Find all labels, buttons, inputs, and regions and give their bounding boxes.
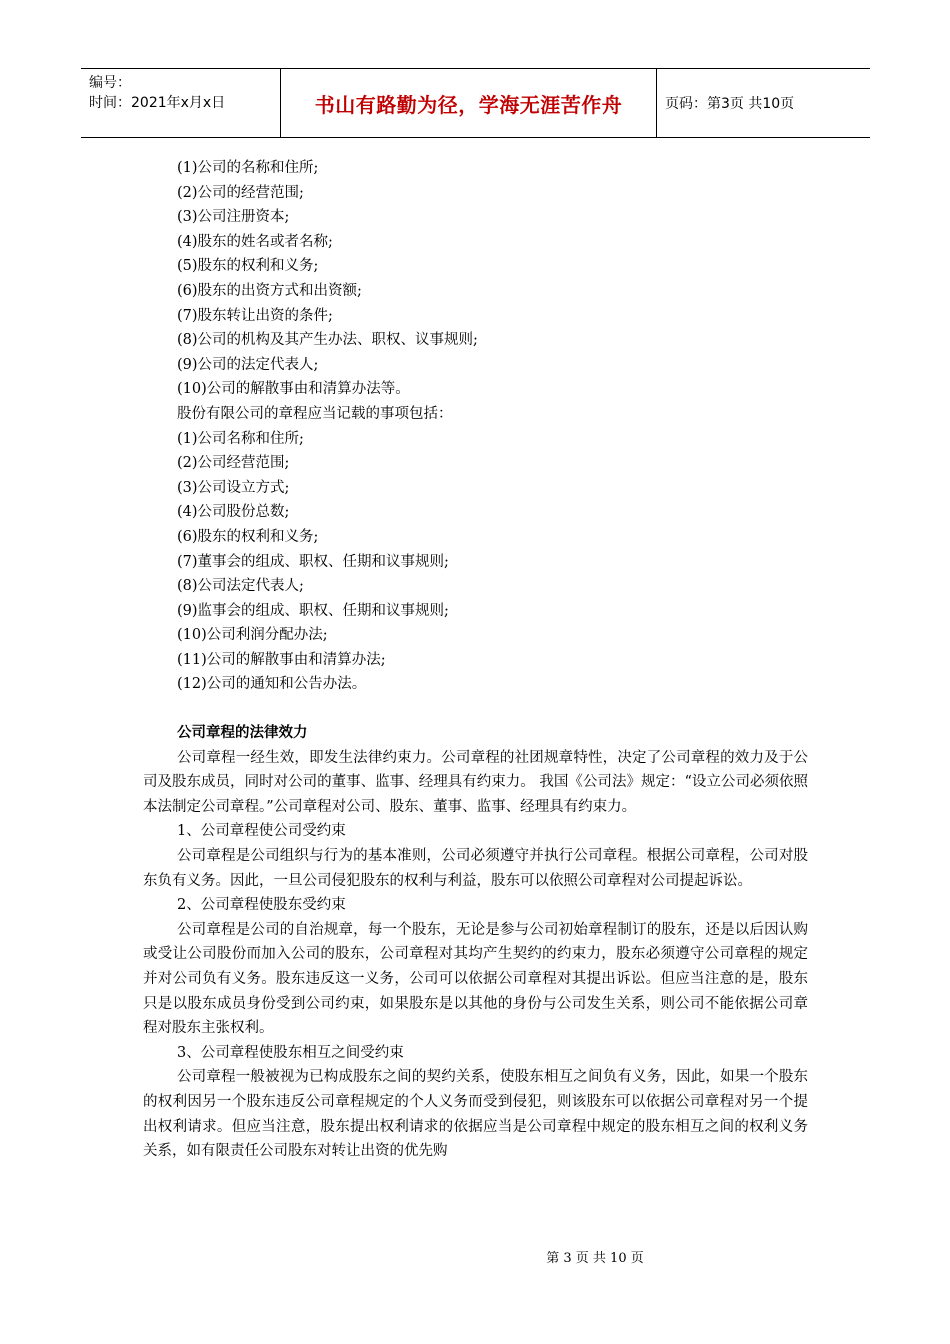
llc-articles-list — [143, 156, 808, 697]
list-item: (1)公司的名称和住所; — [177, 160, 319, 176]
list-item: (2)公司的经营范围; — [177, 184, 304, 201]
header-page-label: 页码：第3页 共10页 — [665, 96, 795, 112]
subsection-text-1: 公司章程是公司组织与行为的基本准则，公司必须遵守并执行公司章程。根据公司章程，公司对股东负有义务。因此，一旦公司侵犯股东的权利与利益，股东可以依照公司章程对公司提起诉讼。 — [143, 848, 808, 889]
list-item: (9)公司的法定代表人; — [177, 356, 319, 373]
document-time-label: 时间：2021年x月x日 — [89, 95, 226, 111]
list-item: (11)公司的解散事由和清算办法; — [177, 651, 386, 668]
list-item: (3)公司设立方式; — [177, 479, 290, 496]
section-intro: 公司章程一经生效，即发生法律约束力。公司章程的社团规章特性，决定了公司章程的效力及于公司及股东成员，同时对公司的董事、监事、经理具有约束力。 我国《公司法》规定：“设立公司必须依照本法制定公司章程。”公司章程对公司、股东、董事、监事、经理具有约束力。 — [143, 749, 808, 815]
list-item: (10)公司的解散事由和清算办法等。 — [177, 381, 410, 398]
header-motto: 书山有路勤为径，学海无涯苦作舟 — [281, 69, 657, 137]
list-item: (7)董事会的组成、职权、任期和议事规则; — [177, 553, 449, 570]
subsection-text-2: 公司章程是公司的自治规章，每一个股东，无论是参与公司初始章程制订的股东，还是以后因认购或受让公司股份而加入公司的股东，公司章程对其均产生契约的约束力，股东必须遵守公司章程的规定并对公司负有义务。股东违反这一义务，公司可以依据公司章程对其提出诉讼。但应当注意的是，股东只是以股东成员身份受到公司约束，如果股东是以其他的身份与公司发生关系，则公司不能依据公司章程对股东主张权利。 — [143, 921, 808, 1037]
list-item: (8)公司的机构及其产生办法、职权、议事规则; — [177, 332, 478, 349]
list-item: (4)股东的姓名或者名称; — [177, 233, 333, 250]
page-footer: 第 3 页 共 10 页 — [546, 1251, 644, 1266]
document-body — [143, 156, 808, 1164]
list-item: (7)股东转让出资的条件; — [177, 307, 333, 324]
list-item: (6)股东的出资方式和出资额; — [177, 282, 362, 299]
subsection-heading-1: 1、公司章程使公司受约束 — [177, 823, 346, 840]
list-item: (9)监事会的组成、职权、任期和议事规则; — [177, 602, 449, 619]
list-item: (6)股东的权利和义务; — [177, 528, 319, 545]
list-item: (2)公司经营范围; — [177, 455, 290, 472]
list-item: (3)公司注册资本; — [177, 209, 290, 226]
subsection-heading-3: 3、公司章程使股东相互之间受约束 — [177, 1044, 404, 1061]
page-header — [81, 68, 870, 138]
list-item: (5)股东的权利和义务; — [177, 258, 319, 275]
section-heading: 公司章程的法律效力 — [177, 725, 308, 742]
list-intro: 股份有限公司的章程应当记载的事项包括： — [177, 405, 453, 422]
list-item: (1)公司名称和住所; — [177, 430, 304, 447]
subsection-text-3: 公司章程一般被视为已构成股东之间的契约关系，使股东相互之间负有义务，因此，如果一个股东的权利因另一个股东违反公司章程规定的个人义务而受到侵犯，则该股东可以依据公司章程对另一个提出权利请求。但应当注意，股东提出权利请求的依据应当是公司章程中规定的股东相互之间的权利义务关系，如有限责任公司股东对转让出资的优先购 — [143, 1069, 808, 1160]
list-item: (12)公司的通知和公告办法。 — [177, 676, 367, 693]
list-item: (8)公司法定代表人; — [177, 578, 304, 595]
subsection-heading-2: 2、公司章程使股东受约束 — [177, 897, 346, 914]
document-number-label: 编号： — [89, 75, 131, 91]
list-item: (4)公司股份总数; — [177, 504, 290, 521]
list-item: (10)公司利润分配办法; — [177, 627, 328, 644]
header-meta — [81, 69, 281, 137]
